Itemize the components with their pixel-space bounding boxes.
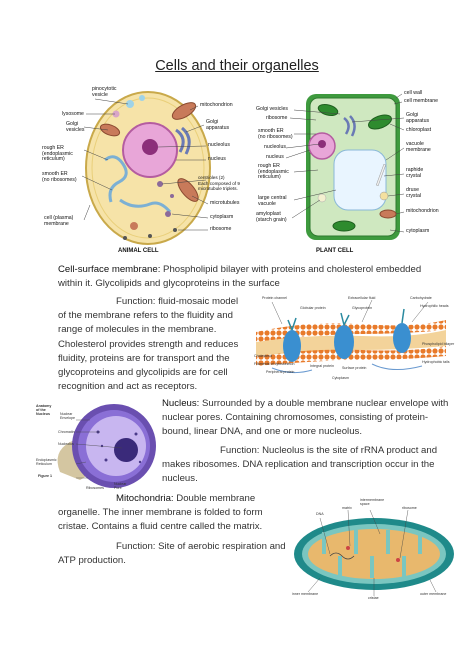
label-cell-membrane: cell (plasma) membrane [44, 215, 74, 227]
membrane-label-integral-protein: Integral protein [310, 364, 334, 368]
mito-function [58, 540, 286, 568]
plant-label-vacuole: large central vacuole [258, 195, 287, 207]
plant-label-amyloplast: amyloplast (starch grain) [256, 211, 287, 223]
plant-cell-caption: PLANT CELL [316, 248, 354, 254]
plant-label-rough-er: rough ER (endoplasmic reticulum) [258, 163, 289, 181]
label-cytoplasm: cytoplasm [210, 214, 234, 220]
plant-cell-diagram [240, 0, 474, 262]
membrane-label-surface-protein: Surface protein [342, 366, 367, 370]
label-golgi-apparatus: Golgi apparatus [206, 119, 230, 131]
nucleus-heading: Nucleus: [162, 398, 200, 409]
nucleus-label-anatomy: Anatomy of the Nucleus [36, 404, 52, 416]
mito-label-ribosome: ribosome [402, 506, 417, 510]
membrane-label-carbohydrate: Carbohydrate [410, 296, 432, 300]
animal-cell-diagram [0, 0, 240, 262]
mito-heading: Mitochondria: [116, 493, 174, 504]
mitochondrion-diagram [290, 496, 458, 602]
membrane-label-peripheral-protein: Peripheral protein [266, 370, 295, 374]
mito-label-cristae: cristae [368, 596, 379, 600]
mito-intro-text: Double membrane organelle. The inner membrane is folded to form cristae. Contains a fluid centre called the matrix. [58, 493, 263, 533]
label-microtubules: microtubules [210, 200, 240, 206]
membrane-label-cytoplasm: Cytoplasm [332, 376, 349, 380]
plant-label-vacuole-membrane: vacuole membrane [406, 141, 431, 153]
label-rough-er: rough ER (endoplasmic reticulum) [42, 145, 73, 163]
mito-label-intermembrane: intermembrane space [360, 498, 385, 506]
membrane-label-globular-protein: Globular protein [300, 306, 326, 310]
mito-label-matrix: matrix [342, 506, 352, 510]
mito-label-outer-membrane: outer membrane [420, 592, 447, 596]
membrane-label-glycoprotein: Glycoprotein [352, 306, 373, 310]
mito-label-dna: DNA [316, 512, 324, 516]
plant-label-mitochondrion: mitochondrion [406, 208, 439, 214]
membrane-label-protein-channel: Protein channel [262, 296, 287, 300]
plant-label-nucleolus: nucleolus [264, 144, 286, 150]
nucleus-intro [162, 397, 452, 440]
label-ribosome: ribosome [210, 226, 232, 232]
nucleus-intro-text: Surrounded by a double membrane nuclear envelope with nuclear pores. Containing chromosomes, consisting of protein-bound, linear DNA, and one or more nucleolus. [162, 398, 449, 438]
membrane-heading: Cell-surface membrane: [58, 264, 161, 275]
plant-label-nucleus: nucleus [266, 154, 284, 160]
plant-label-golgi-vesicles: Golgi vesicles [256, 106, 289, 112]
membrane-label-filaments: Filaments of cytoskeleton [254, 362, 295, 366]
plant-label-golgi-apparatus: Golgi apparatus [406, 112, 430, 124]
nucleus-illustration [36, 398, 156, 492]
membrane-label-cholesterol: Cholesterol [254, 354, 273, 358]
label-nucleus: nucleus [208, 156, 226, 162]
mito-label-inner-membrane: inner membrane [292, 592, 319, 596]
membrane-label-hydrophilic-heads: Hydrophilic heads [420, 304, 449, 308]
plant-label-cell-membrane: cell membrane [404, 98, 439, 104]
membrane-label-extracellular: Extracellular fluid [348, 296, 376, 300]
nucleus-label-pore: Nuclear Pore [114, 482, 127, 490]
label-smooth-er: smooth ER (no ribosomes) [42, 171, 77, 183]
membrane-label-phospholipid-bilayer: Phospholipid bilayer [422, 342, 455, 346]
plant-label-ribosome: ribosome [266, 115, 288, 121]
label-nucleolus: nucleolus [208, 142, 230, 148]
page-title: Cells and their organelles [155, 58, 319, 74]
label-lysosome: lysosome [62, 111, 84, 117]
plant-label-raphide-crystal: raphide crystal [406, 167, 424, 179]
label-golgi-vesicles: Golgi vesicles [66, 121, 85, 133]
label-pinocytotic-vesicle: pinocytotic vesicle [92, 86, 117, 98]
nucleus-label-er: Endoplasmic Reticulum [36, 458, 57, 466]
animal-cell-caption: ANIMAL CELL [118, 248, 159, 254]
nucleus-label-chromatin: Chromatin [58, 430, 75, 434]
nucleus-label-ribosomes: Ribosomes [86, 486, 104, 490]
animal-cell-illustration [0, 0, 240, 262]
membrane-intro-text: Phospholipid bilayer with proteins and cholesterol embedded within it. Glycolipids and glycoproteins in the surface [58, 264, 422, 290]
nucleus-label-figure: Figure 1 [38, 474, 52, 478]
nucleus-label-envelope: Nuclear Envelope [60, 412, 75, 420]
plant-label-cell-wall: cell wall [404, 90, 423, 96]
membrane-intro [58, 263, 430, 291]
label-centrioles: centrioles (2) Each composed of 9 microtubule triplets. [198, 175, 240, 192]
label-mitochondrion: mitochondrion [200, 102, 233, 108]
nucleus-label-nucleolus: Nucleolus [58, 442, 74, 446]
membrane-function-text: Function: fluid-mosaic model of the membrane refers to the fluidity and range of molecules in the membrane. Cholesterol provides strength and reduces fluidity, proteins are for transport and the glycoproteins and glycolipids are for cell recognition and act as receptors. [58, 296, 239, 393]
plant-label-druse-crystal: druse crystal [406, 187, 421, 199]
mito-function-text: Function: Site of aerobic respiration and ATP production. [58, 541, 286, 567]
mito-intro [58, 492, 286, 535]
membrane-diagram [252, 294, 455, 384]
nucleus-diagram [36, 398, 156, 492]
plant-label-chloroplast: chloroplast [406, 127, 432, 133]
nucleus-function [162, 444, 452, 487]
membrane-label-hydrophobic-tails: Hydrophobic tails [422, 360, 450, 364]
membrane-function [58, 295, 248, 394]
nucleus-function-text: Function: Nucleolus is the site of rRNA product and makes ribosomes. DNA replication and transcription occur in the nucleus. [162, 445, 438, 485]
plant-label-smooth-er: smooth ER (no ribosomes) [258, 128, 293, 140]
plant-label-cytoplasm: cytoplasm [406, 228, 430, 234]
